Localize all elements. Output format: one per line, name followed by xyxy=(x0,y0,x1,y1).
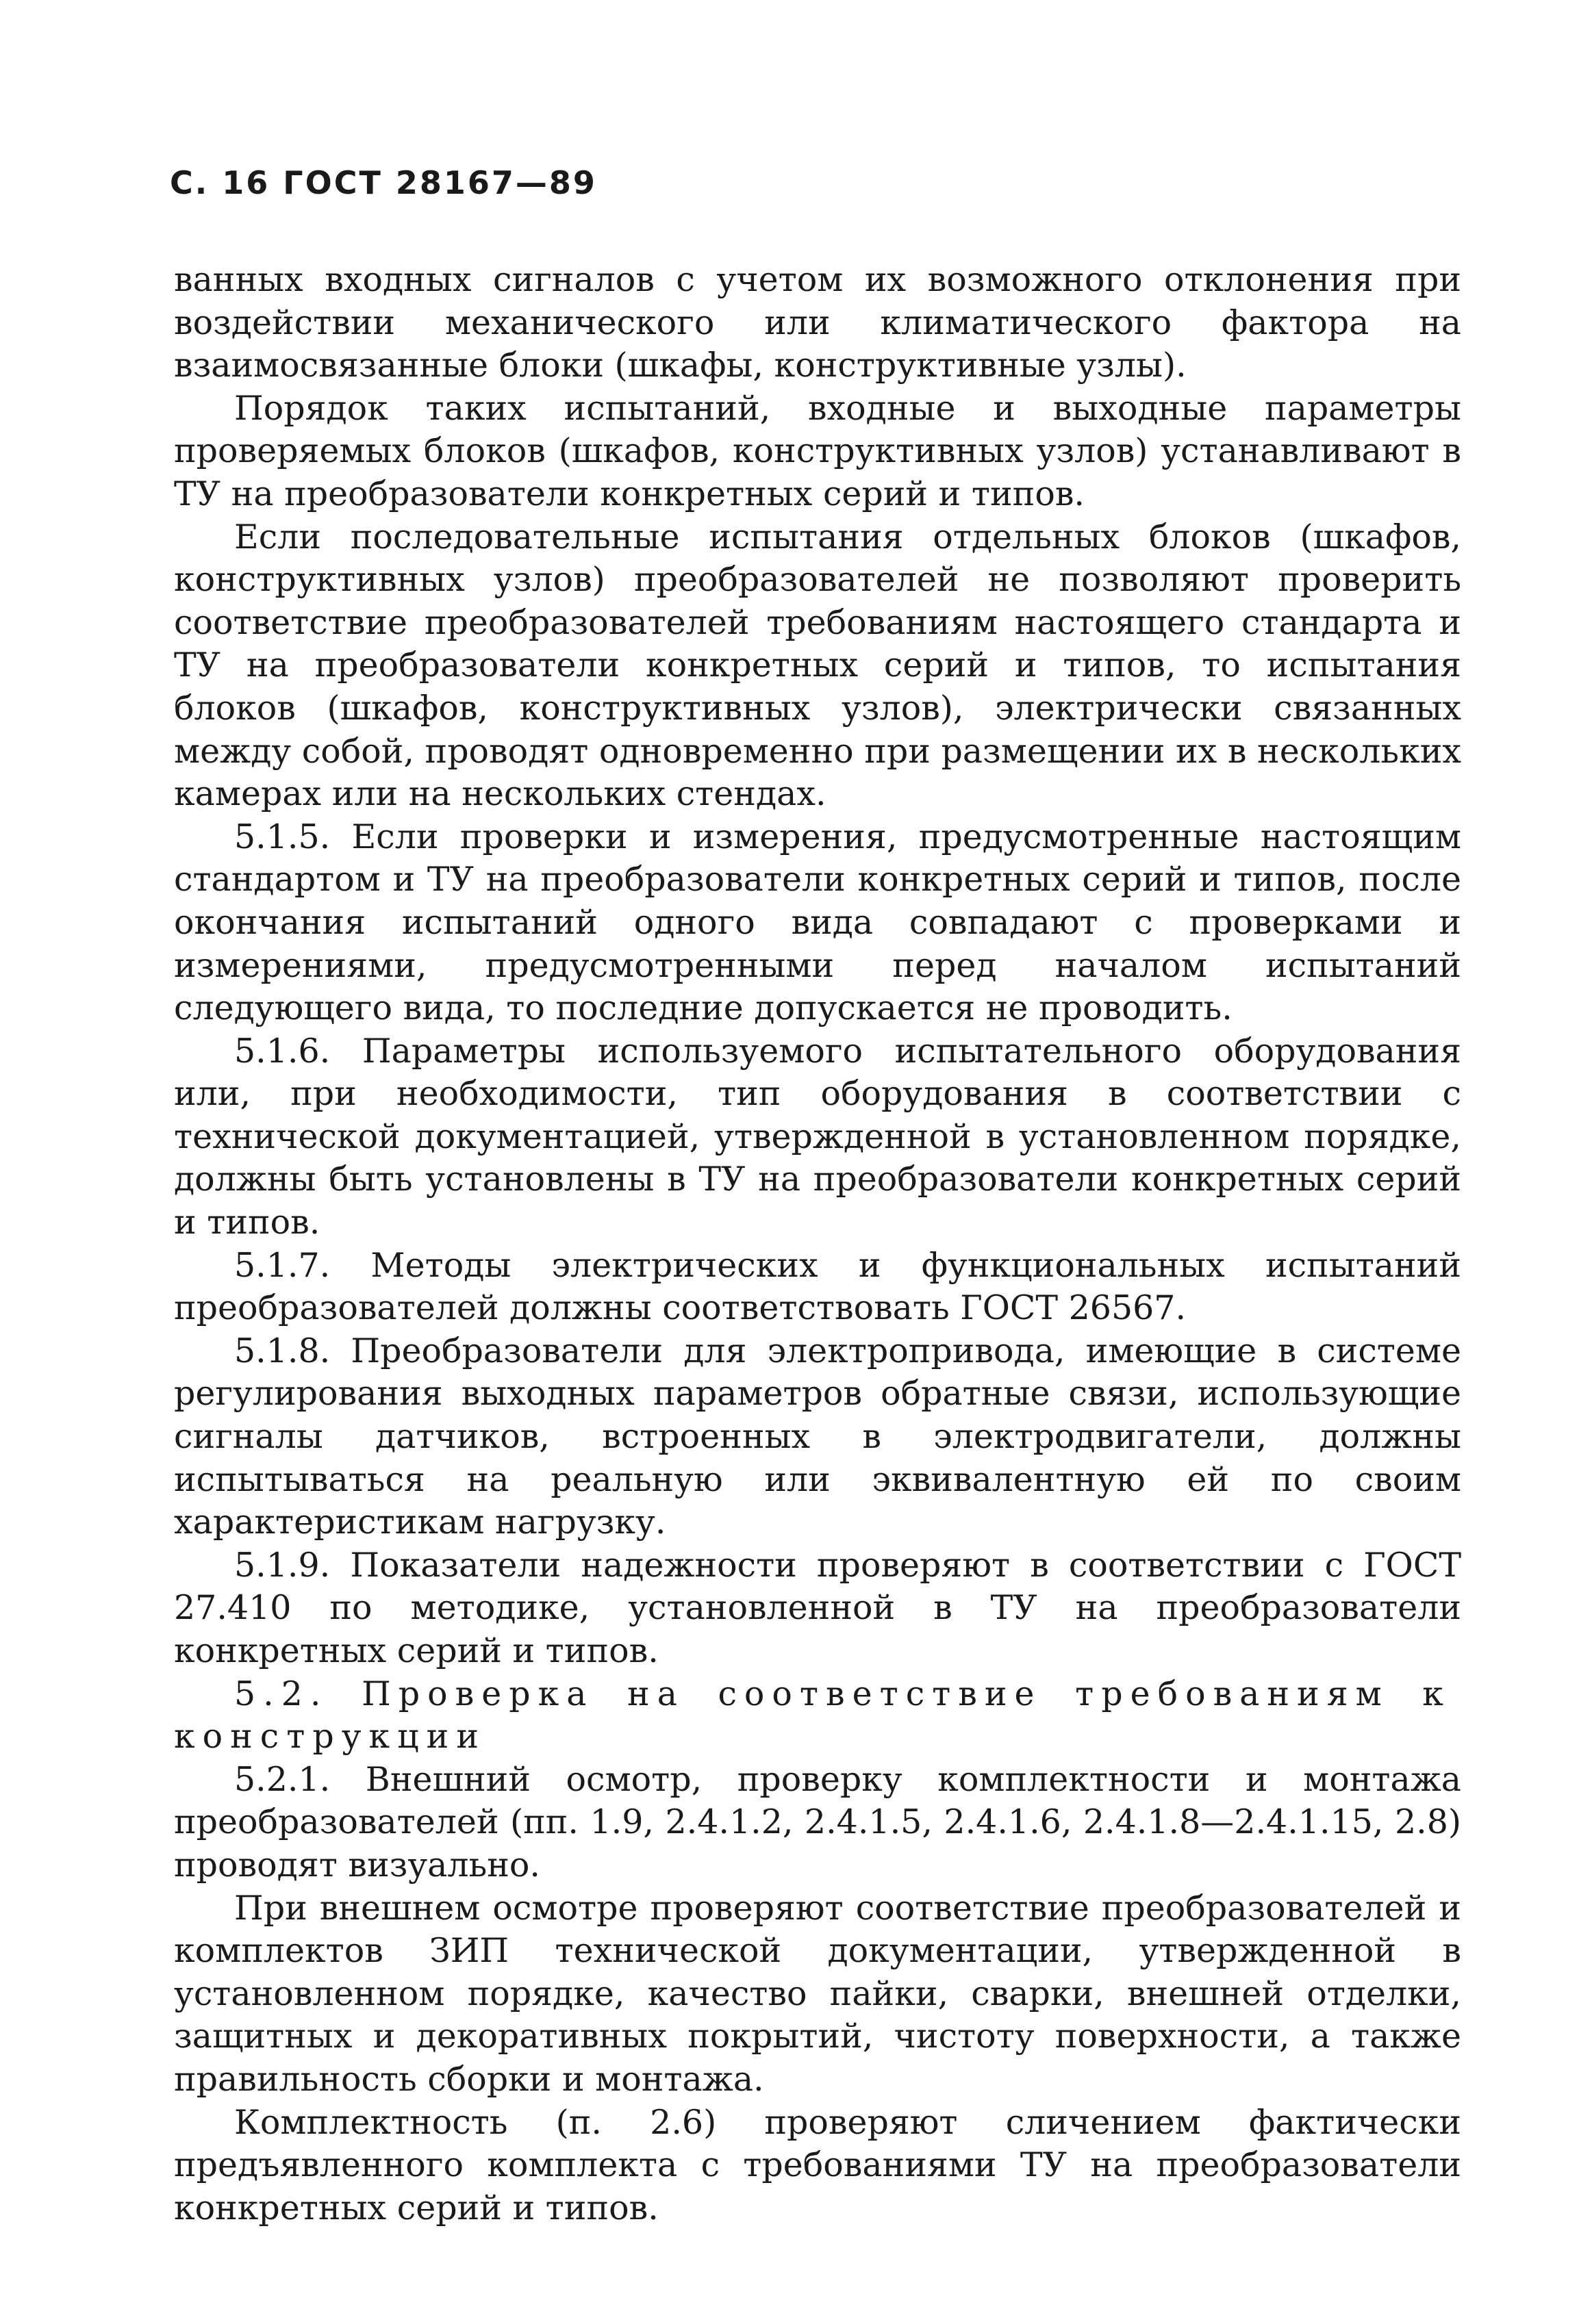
paragraph-test-order: Порядок таких испытаний, входные и выходные параметры проверяемых блоков (шкафов, конструктивных узлов) устанавливают в ТУ на преобразователи конкретных серий и типов. xyxy=(174,388,1461,513)
clause-5-1-7: 5.1.7. Методы электрических и функциональных испытаний преобразователей должны соответствовать ГОСТ 26567. xyxy=(174,1245,1461,1328)
section-heading-5-2: 5.2. Проверка на соответствие требованиям к конструкции xyxy=(174,1674,1451,1757)
clause-5-2-1: 5.2.1. Внешний осмотр, проверку комплектности и монтажа преобразователей (пп. 1.9, 2.4.1.2, 2.4.1.5, 2.4.1.6, 2.4.1.8—2.4.1.15, 2.8) проводят визуально. xyxy=(174,1759,1461,1885)
document-body xyxy=(174,259,1461,2230)
clause-5-1-8: 5.1.8. Преобразователи для электропривода, имеющие в системе регулирования выходных параметров обратные связи, использующие сигналы датчиков, встроенных в электродвигатели, должны испытываться на реальную или эквивалентную ей по своим характеристикам нагрузку. xyxy=(174,1331,1461,1542)
paragraph-continuation: ванных входных сигналов с учетом их возможного отклонения при воздействии механического или климатического фактора на взаимосвязанные блоки (шкафы, конструктивные узлы). xyxy=(174,260,1461,385)
page-header: С. 16 ГОСТ 28167—89 xyxy=(170,164,597,201)
paragraph-sequential-tests: Если последовательные испытания отдельных блоков (шкафов, конструктивных узлов) преобразователей не позволяют проверить соответствие преобразователей требованиям настоящего стандарта и ТУ на преобразователи конкретных серий и типов, то испытания блоков (шкафов, конструктивных узлов), электрически связанных между собой, проводят одновременно при размещении их в нескольких камерах или на нескольких стендах. xyxy=(174,517,1461,814)
clause-5-1-9: 5.1.9. Показатели надежности проверяют в соответствии с ГОСТ 27.410 по методике, установленной в ТУ на преобразователи конкретных серий и типов. xyxy=(174,1545,1461,1670)
clause-5-1-6: 5.1.6. Параметры используемого испытательного оборудования или, при необходимости, тип оборудования в соответствии с технической документацией, утвержденной в установленном порядке, должны быть установлены в ТУ на преобразователи конкретных серий и типов. xyxy=(174,1031,1461,1242)
paragraph-external-inspection: При внешнем осмотре проверяют соответствие преобразователей и комплектов ЗИП технической документации, утвержденной в установленном порядке, качество пайки, сварки, внешней отделки, защитных и декоративных покрытий, чистоту поверхности, а также правильность сборки и монтажа. xyxy=(174,1888,1461,2099)
clause-5-1-5: 5.1.5. Если проверки и измерения, предусмотренные настоящим стандартом и ТУ на преобразователи конкретных серий и типов, после окончания испытаний одного вида совпадают с проверками и измерениями, предусмотренными перед началом испытаний следующего вида, то последние допускается не проводить. xyxy=(174,817,1461,1028)
paragraph-completeness: Комплектность (п. 2.6) проверяют сличением фактически предъявленного комплекта с требованиями ТУ на преобразователи конкретных серий и типов. xyxy=(174,2102,1461,2227)
